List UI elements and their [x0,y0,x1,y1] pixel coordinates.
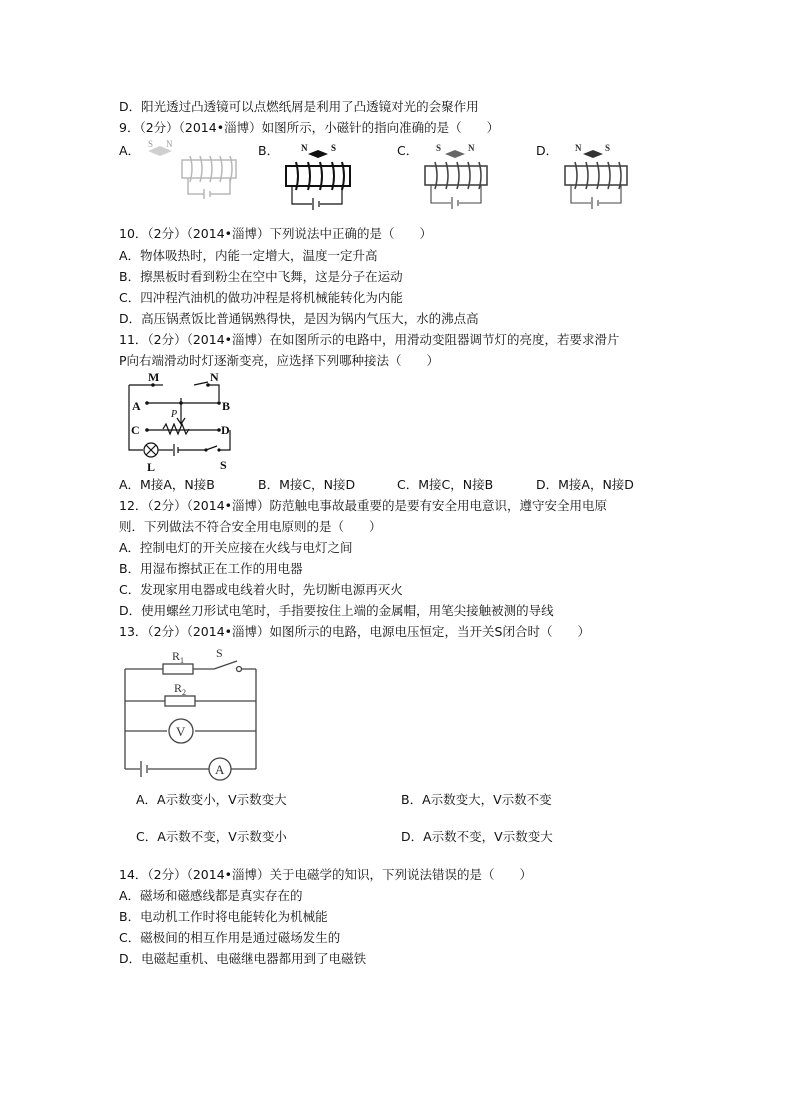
q10-option-a[interactable]: A．物体吸热时，内能一定增大，温度一定升高 [119,248,378,263]
q9-figure-c [421,142,497,214]
q12-option-a[interactable]: A．控制电灯的开关应接在火线与电灯之间 [119,540,353,555]
q11-label-s: S [220,458,227,472]
q11-label-n: N [210,370,219,384]
q12-stem-line2: 则．下列做法不符合安全用电原则的是（ ） [119,519,382,534]
q11-label-l: L [147,460,156,474]
q13-r2-label: R [174,681,183,695]
q9a-pole-left: S [148,139,154,149]
q9-figure-b [282,142,358,214]
q14-stem: 14．（2分）（2014•淄博）关于电磁学的知识，下列说法错误的是（ ） [119,867,533,882]
q13-option-a[interactable]: A．A示数变小，V示数变大 [136,792,287,807]
q13-option-d[interactable]: D．A示数不变，V示数变大 [401,829,553,844]
q9-label-a[interactable]: A． [119,143,141,158]
svg-text:R2 [174,681,186,697]
q9b-pole-left: N [301,143,308,153]
q13-r2-subscript: 2 [182,688,187,697]
q11-circuit-figure [120,368,250,473]
q13-option-c[interactable]: C．A示数不变，V示数变小 [136,829,287,844]
q10-option-c[interactable]: C．四冲程汽油机的做功冲程是将机械能转化为内能 [119,290,403,305]
svg-text:R1 [172,649,184,665]
q14-option-c[interactable]: C．磁极间的相互作用是通过磁场发生的 [119,930,341,945]
q13-ammeter-label: A [215,762,225,777]
q13-r1-subscript: 1 [180,656,185,665]
q9-label-d[interactable]: D． [536,143,559,158]
q9a-pole-right: N [166,139,173,149]
q13-voltmeter-label: V [176,724,186,739]
q12-option-c[interactable]: C．发现家用电器或电线着火时，先切断电源再灭火 [119,582,403,597]
q14-option-b[interactable]: B．电动机工作时将电能转化为机械能 [119,909,328,924]
q14-option-d[interactable]: D．电磁起重机、电磁继电器都用到了电磁铁 [119,951,367,966]
q9d-pole-left: N [575,143,582,153]
q11-option-c[interactable]: C．M接C，N接B [397,477,494,492]
q9-label-c[interactable]: C． [397,143,419,158]
q11-label-d: D [221,423,230,437]
q12-option-d[interactable]: D．使用螺丝刀形试电笔时，手指要按住上端的金属帽，用笔尖接触被测的导线 [119,603,554,618]
q12-stem-line1: 12．（2分）（2014•淄博）防范触电事故最重要的是要有安全用电意识，遵守安全用电原 [119,498,608,513]
q9c-pole-left: S [436,143,442,153]
q8-option-d: D．阳光透过凸透镜可以点燃纸屑是利用了凸透镜对光的会聚作用 [119,99,479,114]
q9d-pole-right: S [605,143,611,153]
q11-label-b: B [222,399,231,413]
q13-circuit-figure [120,645,265,785]
q11-label-m: M [148,370,160,384]
q10-option-b[interactable]: B．擦黑板时看到粉尘在空中飞舞，这是分子在运动 [119,269,403,284]
q11-stem-line2: P向右端滑动时灯逐渐变亮，应选择下列哪种接法（ ） [119,353,440,368]
q11-option-a[interactable]: A．M接A，N接B [119,477,215,492]
q13-option-b[interactable]: B．A示数变大，V示数不变 [401,792,552,807]
q13-stem: 13．（2分）（2014•淄博）如图所示的电路，电源电压恒定，当开关S闭合时（ ） [119,624,590,639]
q9c-pole-right: N [468,143,475,153]
q11-stem-line1: 11．（2分）（2014•淄博）在如图所示的电路中，用滑动变阻器调节灯的亮度，若要求滑片 [119,332,620,347]
q9-label-b[interactable]: B． [258,143,280,158]
q10-option-d[interactable]: D．高压锅煮饭比普通锅熟得快，是因为锅内气压大，水的沸点高 [119,311,479,326]
q9-stem: 9．（2分）（2014•淄博）如图所示，小磁针的指向准确的是（ ） [119,120,500,135]
q9-figure-d [561,142,637,214]
q9b-pole-right: S [331,143,337,153]
q12-option-b[interactable]: B．用湿布擦拭正在工作的用电器 [119,561,303,576]
q11-label-p: P [171,409,178,420]
q14-option-a[interactable]: A．磁场和磁感线都是真实存在的 [119,888,303,903]
q9-figure-a [140,138,250,218]
q11-label-a: A [132,399,141,413]
q13-r1-label: R [172,649,181,663]
q11-label-c: C [131,423,140,437]
q11-option-d[interactable]: D．M接A，N接D [536,477,634,492]
q13-switch-label: S [216,646,223,660]
q11-option-b[interactable]: B．M接C，N接D [258,477,356,492]
q10-stem: 10．（2分）（2014•淄博）下列说法中正确的是（ ） [119,226,433,241]
